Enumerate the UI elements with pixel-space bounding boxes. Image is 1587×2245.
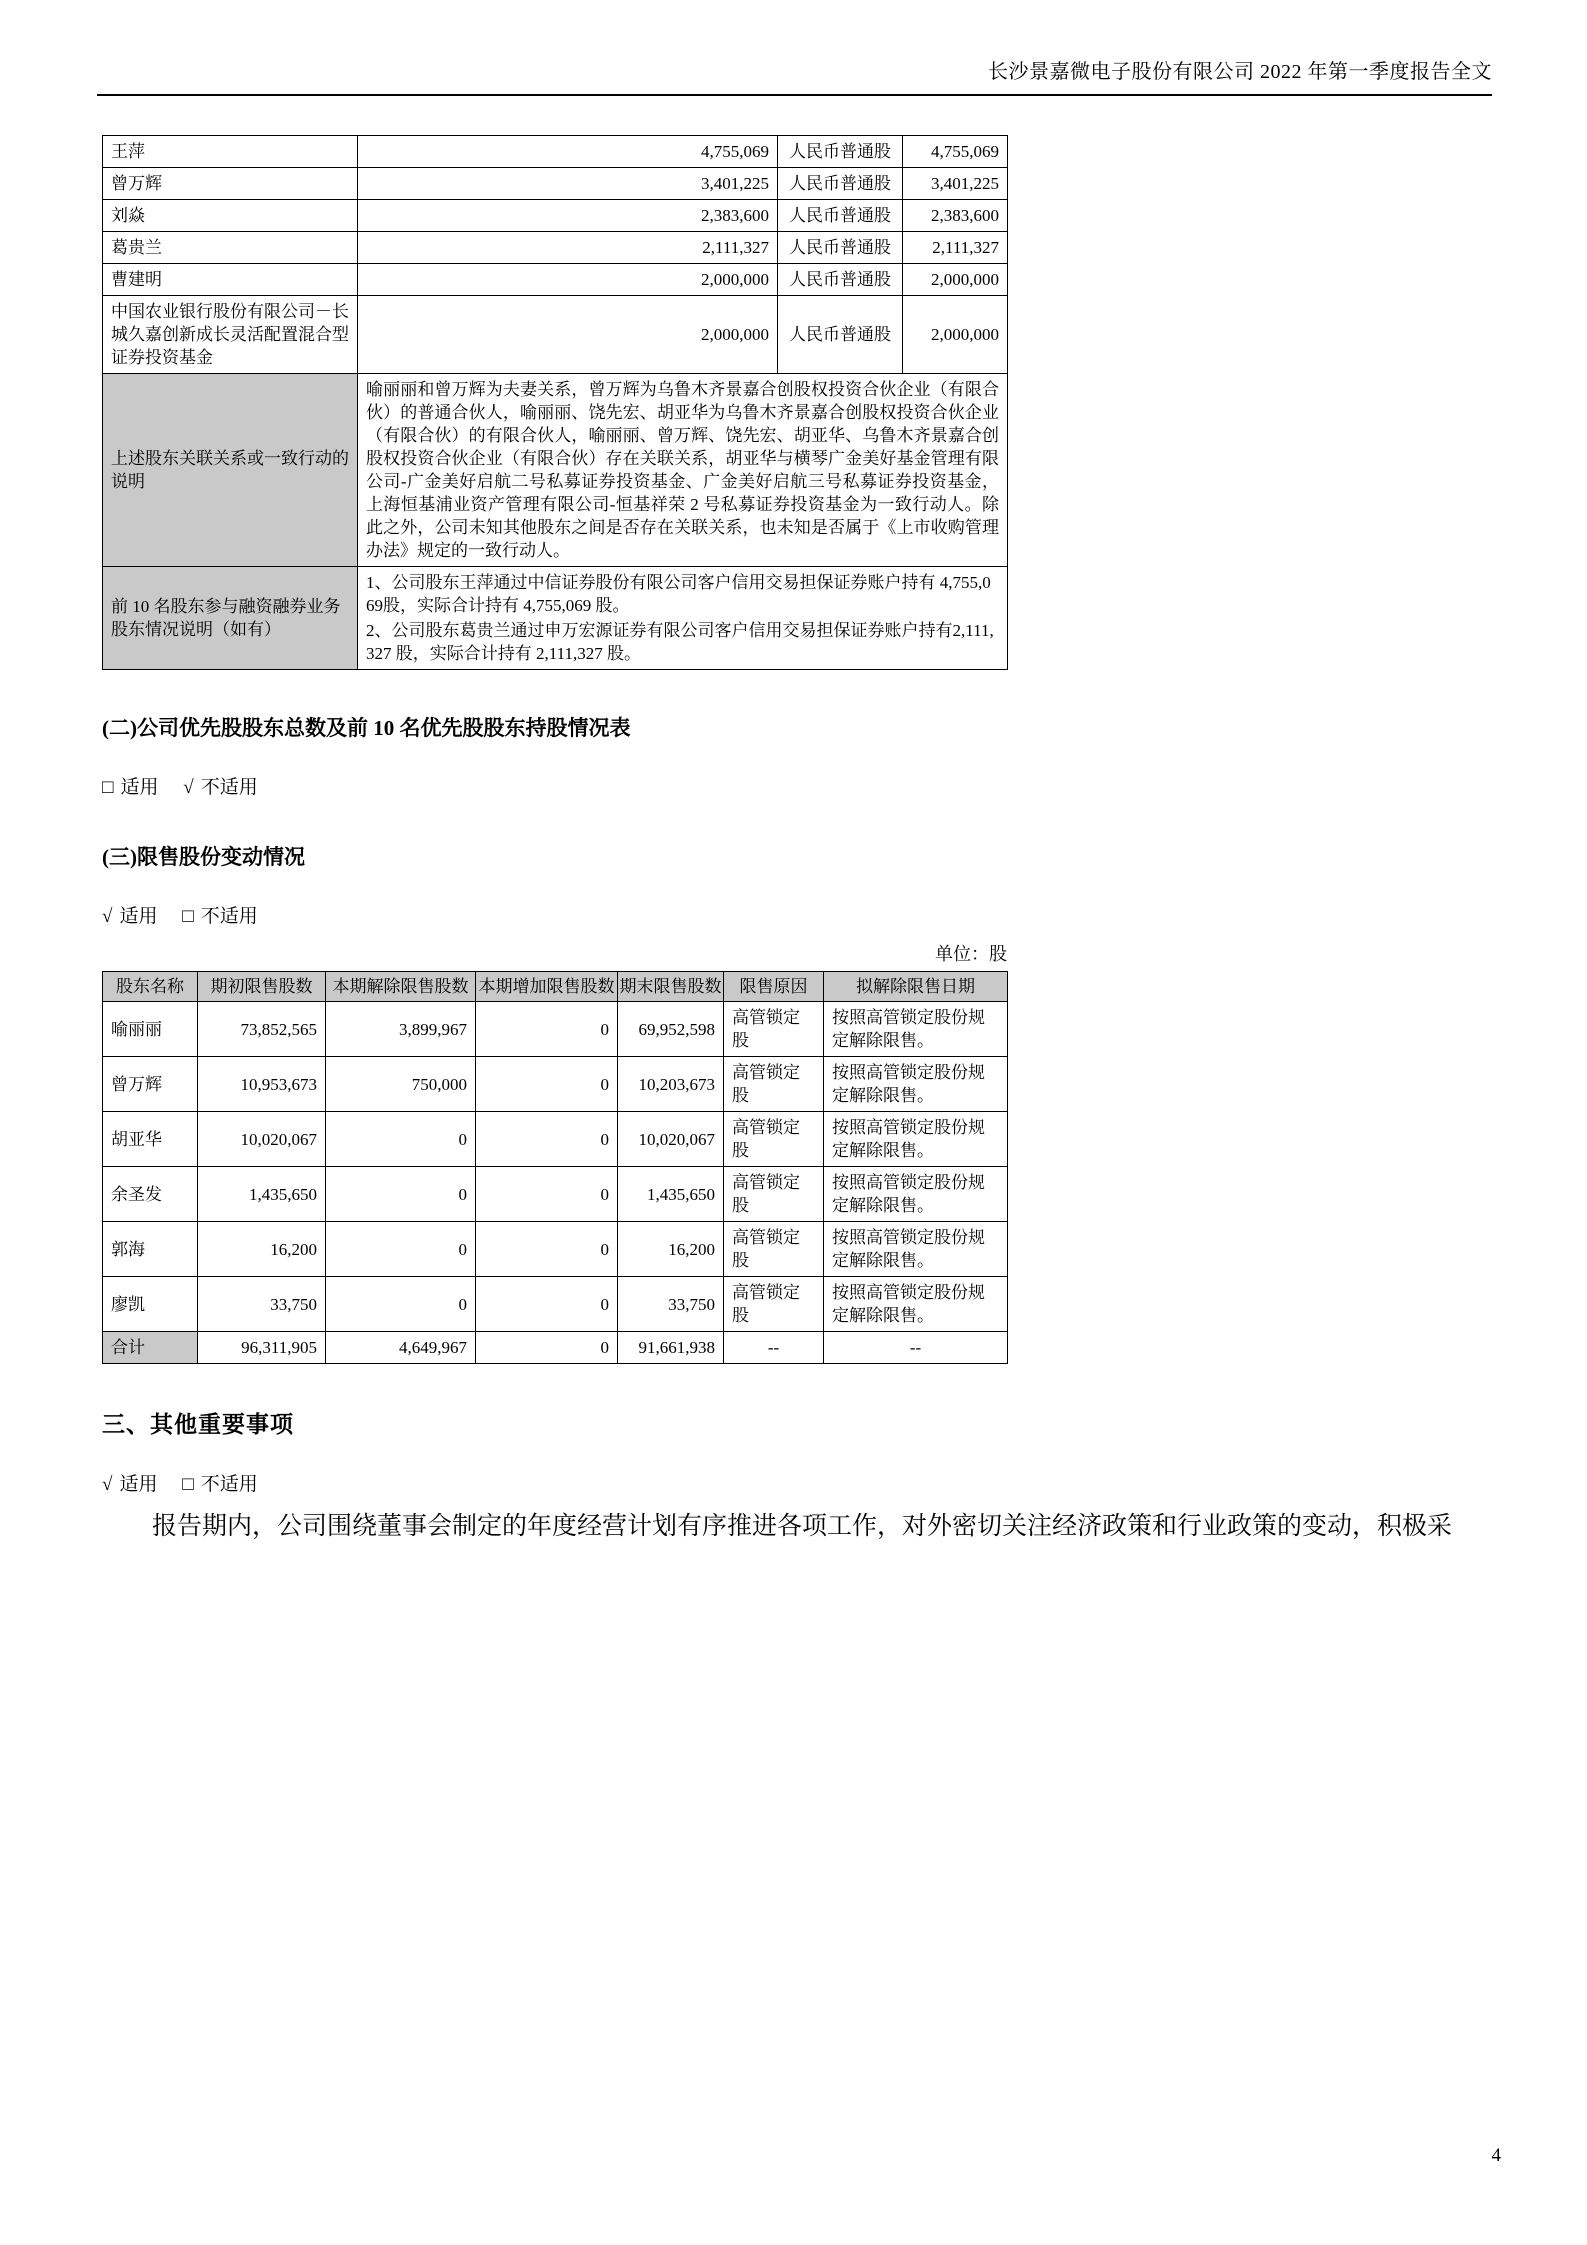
closing-cell: 10,203,673: [618, 1057, 724, 1112]
shareholder-name-cell: 郭海: [103, 1222, 198, 1277]
table-row: [103, 136, 1008, 168]
relation-row: [103, 374, 1008, 567]
checkbox-unchecked-icon: □: [182, 906, 194, 927]
shares-quantity-cell: 2,000,000: [358, 296, 778, 374]
table-row: [103, 200, 1008, 232]
shareholder-name-cell: 廖凯: [103, 1277, 198, 1332]
opening-cell: 10,020,067: [198, 1112, 326, 1167]
applicable-label: 适用: [119, 906, 158, 927]
shares-quantity2-cell: 3,401,225: [903, 168, 1008, 200]
col-released: 本期解除限售股数: [326, 972, 476, 1002]
relation-label-cell: 上述股东关联关系或一致行动的说明: [103, 374, 358, 567]
opening-cell: 73,852,565: [198, 1002, 326, 1057]
reason-cell: 高管锁定股: [724, 1277, 824, 1332]
share-type-cell: 人民币普通股: [778, 264, 903, 296]
margin-statement-2: 2、公司股东葛贵兰通过申万宏源证券有限公司客户信用交易担保证券账户持有2,111,327 股，实际合计持有 2,111,327 股。: [366, 621, 994, 663]
applicable-label: 适用: [119, 1474, 158, 1495]
checkmark-icon: √: [102, 906, 113, 927]
total-reason-cell: --: [724, 1332, 824, 1364]
checkbox-unchecked-icon: □: [102, 777, 114, 798]
share-type-cell: 人民币普通股: [778, 168, 903, 200]
shares-quantity2-cell: 2,383,600: [903, 200, 1008, 232]
shareholder-name-cell: 胡亚华: [103, 1112, 198, 1167]
report-title: 长沙景嘉微电子股份有限公司 2022 年第一季度报告全文: [988, 61, 1492, 83]
col-closing-restricted: 期末限售股数: [618, 972, 724, 1002]
shareholder-name-cell: 王萍: [103, 136, 358, 168]
released-cell: 3,899,967: [326, 1002, 476, 1057]
closing-cell: 69,952,598: [618, 1002, 724, 1057]
release-date-cell: 按照高管锁定股份规定解除限售。: [824, 1167, 1008, 1222]
added-cell: 0: [476, 1112, 618, 1167]
share-type-cell: 人民币普通股: [778, 200, 903, 232]
col-shareholder-name: 股东名称: [103, 972, 198, 1002]
reason-cell: 高管锁定股: [724, 1112, 824, 1167]
margin-statement-1: 1、公司股东王萍通过中信证券股份有限公司客户信用交易担保证券账户持有 4,755,069股，实际合计持有 4,755,069 股。: [366, 573, 991, 615]
applicable-label: 适用: [120, 777, 159, 798]
section-restricted-heading: (三)限售股份变动情况: [102, 845, 305, 869]
top10-shareholders-table: [102, 135, 1008, 670]
opening-cell: 1,435,650: [198, 1167, 326, 1222]
checkmark-icon: √: [183, 777, 194, 798]
released-cell: 0: [326, 1112, 476, 1167]
total-closing-cell: 91,661,938: [618, 1332, 724, 1364]
released-cell: 0: [326, 1222, 476, 1277]
release-date-cell: 按照高管锁定股份规定解除限售。: [824, 1222, 1008, 1277]
checkmark-icon: √: [102, 1474, 113, 1495]
shareholder-name-cell: 余圣发: [103, 1167, 198, 1222]
page-content: [102, 135, 1490, 1544]
table-row: [103, 264, 1008, 296]
opening-cell: 10,953,673: [198, 1057, 326, 1112]
shareholder-name-cell: 曾万辉: [103, 168, 358, 200]
relation-text-cell: 喻丽丽和曾万辉为夫妻关系，曾万辉为乌鲁木齐景嘉合创股权投资合伙企业（有限合伙）的普通合伙人，喻丽丽、饶先宏、胡亚华为乌鲁木齐景嘉合创股权投资合伙企业（有限合伙）的有限合伙人，喻丽丽、曾万辉、饶先宏、胡亚华、乌鲁木齐景嘉合创股权投资合伙企业（有限合伙）存在关联关系，胡亚华与横琴广金美好基金管理有限公司-广金美好启航二号私募证券投资基金、广金美好启航三号私募证券投资基金，上海恒基浦业资产管理有限公司-恒基祥荣 2 号私募证券投资基金为一致行动人。除此之外，公司未知其他股东之间是否存在关联关系，也未知是否属于《上市收购管理办法》规定的一致行动人。: [358, 374, 1008, 567]
shares-quantity2-cell: 2,111,327: [903, 232, 1008, 264]
total-release-date-cell: --: [824, 1332, 1008, 1364]
shareholder-name-cell: 刘焱: [103, 200, 358, 232]
body-paragraph: 报告期内，公司围绕董事会制定的年度经营计划有序推进各项工作，对外密切关注经济政策和行业政策的变动，积极采: [152, 1513, 1453, 1540]
not-applicable-label: 不适用: [200, 906, 258, 927]
release-date-cell: 按照高管锁定股份规定解除限售。: [824, 1277, 1008, 1332]
table-row: [103, 1002, 1008, 1057]
release-date-cell: 按照高管锁定股份规定解除限售。: [824, 1112, 1008, 1167]
section-other-heading: 三、其他重要事项: [102, 1412, 294, 1437]
release-date-cell: 按照高管锁定股份规定解除限售。: [824, 1002, 1008, 1057]
released-cell: 0: [326, 1167, 476, 1222]
table-row: [103, 232, 1008, 264]
page-header: [97, 55, 1492, 96]
section-preferred-heading: (二)公司优先股股东总数及前 10 名优先股股东持股情况表: [102, 716, 631, 740]
shares-quantity2-cell: 4,755,069: [903, 136, 1008, 168]
col-added: 本期增加限售股数: [476, 972, 618, 1002]
added-cell: 0: [476, 1002, 618, 1057]
shares-quantity2-cell: 2,000,000: [903, 264, 1008, 296]
added-cell: 0: [476, 1277, 618, 1332]
total-released-cell: 4,649,967: [326, 1332, 476, 1364]
table-row: [103, 1222, 1008, 1277]
margin-label-cell: 前 10 名股东参与融资融券业务股东情况说明（如有）: [103, 567, 358, 670]
table-row: [103, 1277, 1008, 1332]
added-cell: 0: [476, 1057, 618, 1112]
unit-label: 单位：股: [935, 944, 1007, 964]
col-reason: 限售原因: [724, 972, 824, 1002]
added-cell: 0: [476, 1167, 618, 1222]
share-type-cell: 人民币普通股: [778, 296, 903, 374]
applicability-line: [102, 901, 1490, 928]
closing-cell: 10,020,067: [618, 1112, 724, 1167]
closing-cell: 16,200: [618, 1222, 724, 1277]
table-row: [103, 296, 1008, 374]
share-type-cell: 人民币普通股: [778, 232, 903, 264]
restricted-shares-table: [102, 971, 1008, 1364]
released-cell: 0: [326, 1277, 476, 1332]
margin-text-cell: [358, 567, 1008, 670]
total-opening-cell: 96,311,905: [198, 1332, 326, 1364]
shareholder-name-cell: 喻丽丽: [103, 1002, 198, 1057]
closing-cell: 33,750: [618, 1277, 724, 1332]
reason-cell: 高管锁定股: [724, 1002, 824, 1057]
shareholder-name-cell: 曾万辉: [103, 1057, 198, 1112]
reason-cell: 高管锁定股: [724, 1222, 824, 1277]
page-number: 4: [1491, 2145, 1501, 2166]
shares-quantity-cell: 2,383,600: [358, 200, 778, 232]
not-applicable-label: 不适用: [200, 1474, 258, 1495]
shareholder-name-cell: 中国农业银行股份有限公司－长城久嘉创新成长灵活配置混合型证券投资基金: [103, 296, 358, 374]
margin-trading-row: [103, 567, 1008, 670]
closing-cell: 1,435,650: [618, 1167, 724, 1222]
shareholder-name-cell: 曹建明: [103, 264, 358, 296]
share-type-cell: 人民币普通股: [778, 136, 903, 168]
reason-cell: 高管锁定股: [724, 1167, 824, 1222]
shares-quantity-cell: 4,755,069: [358, 136, 778, 168]
applicability-line: [102, 1469, 1490, 1496]
release-date-cell: 按照高管锁定股份规定解除限售。: [824, 1057, 1008, 1112]
col-release-date: 拟解除限售日期: [824, 972, 1008, 1002]
table-row: [103, 1112, 1008, 1167]
opening-cell: 16,200: [198, 1222, 326, 1277]
shares-quantity2-cell: 2,000,000: [903, 296, 1008, 374]
shares-quantity-cell: 2,000,000: [358, 264, 778, 296]
applicability-line: [102, 772, 1490, 799]
total-label-cell: 合计: [103, 1332, 198, 1364]
table-row: [103, 168, 1008, 200]
total-row: [103, 1332, 1008, 1364]
added-cell: 0: [476, 1222, 618, 1277]
shareholder-name-cell: 葛贵兰: [103, 232, 358, 264]
table-row: [103, 1167, 1008, 1222]
released-cell: 750,000: [326, 1057, 476, 1112]
col-opening-restricted: 期初限售股数: [198, 972, 326, 1002]
reason-cell: 高管锁定股: [724, 1057, 824, 1112]
total-added-cell: 0: [476, 1332, 618, 1364]
not-applicable-label: 不适用: [200, 777, 258, 798]
table-header-row: [103, 972, 1008, 1002]
checkbox-unchecked-icon: □: [182, 1474, 194, 1495]
shares-quantity-cell: 3,401,225: [358, 168, 778, 200]
shares-quantity-cell: 2,111,327: [358, 232, 778, 264]
opening-cell: 33,750: [198, 1277, 326, 1332]
table-row: [103, 1057, 1008, 1112]
